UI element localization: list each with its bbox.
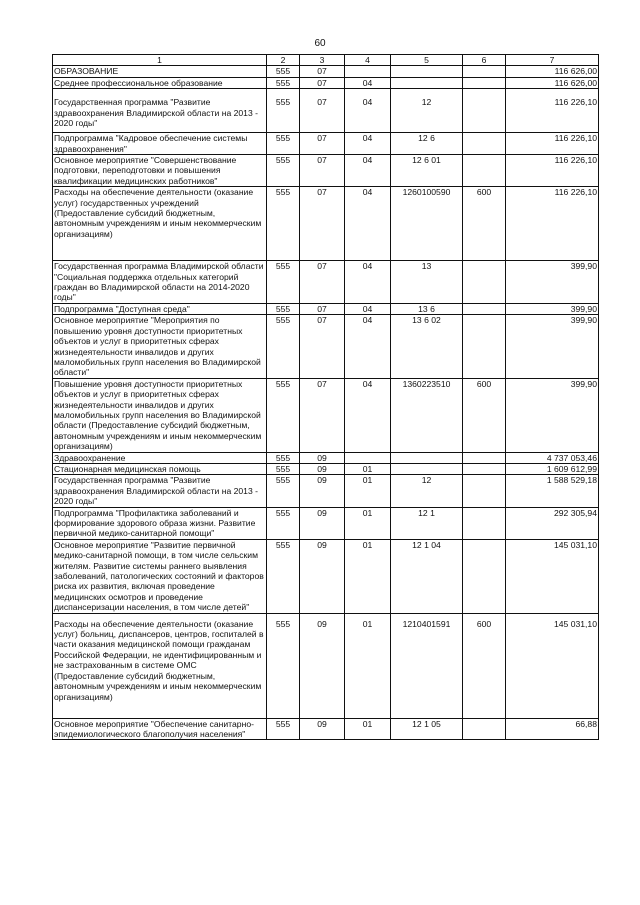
cell-target: 12 (391, 89, 463, 133)
column-header: 2 (267, 55, 300, 66)
cell-section: 07 (300, 133, 345, 155)
column-header: 5 (391, 55, 463, 66)
row-name: ОБРАЗОВАНИЕ (53, 66, 267, 77)
cell-target: 1260100590 (391, 187, 463, 261)
row-name: Государственная программа Владимирской области "Социальная поддержка отдельных категорий граждан во Владимирской области на 2014-2020 годы" (53, 261, 267, 304)
cell-amount: 399,90 (506, 303, 599, 314)
cell-section: 09 (300, 452, 345, 463)
cell-section: 07 (300, 261, 345, 304)
row-name: Расходы на обеспечение деятельности (оказание услуг) государственных учреждений (Предоставление субсидий бюджетным, автономным учреждениям и иным некоммерческим организациям) (53, 187, 267, 261)
row-name: Стационарная медицинская помощь (53, 463, 267, 474)
cell-ministry: 555 (267, 303, 300, 314)
cell-subsection: 01 (345, 475, 391, 507)
cell-ministry: 555 (267, 133, 300, 155)
cell-subsection: 04 (345, 133, 391, 155)
cell-target (391, 452, 463, 463)
table-row (53, 187, 599, 261)
table-header-row (53, 55, 599, 66)
table-row (53, 463, 599, 474)
table-row (53, 613, 599, 718)
table-row (53, 89, 599, 133)
cell-target: 13 (391, 261, 463, 304)
cell-ministry: 555 (267, 89, 300, 133)
table-row (53, 507, 599, 539)
cell-subsection: 04 (345, 261, 391, 304)
table-row (53, 452, 599, 463)
table-row (53, 303, 599, 314)
row-name: Государственная программа "Развитие здравоохранения Владимирской области на 2013 - 2020 годы" (53, 89, 267, 133)
cell-target (391, 77, 463, 88)
cell-target: 1360223510 (391, 378, 463, 452)
row-name: Подпрограмма "Профилактика заболеваний и формирование здорового образа жизни. Развитие первичной медико-санитарной помощи" (53, 507, 267, 539)
row-name: Повышение уровня доступности приоритетных объектов и услуг в приоритетных сферах жизнедеятельности инвалидов и других маломобильных групп населения во Владимирской области (Предоставление субсидий бюджетным, автономным учреждениям и иным некоммерческим организациям) (53, 378, 267, 452)
cell-subsection: 04 (345, 77, 391, 88)
table-row (53, 155, 599, 187)
table-row (53, 539, 599, 613)
row-name: Основное мероприятие "Обеспечение санитарно-эпидемиологического благополучия населения" (53, 718, 267, 740)
cell-section: 09 (300, 718, 345, 740)
cell-subsection: 01 (345, 718, 391, 740)
cell-amount: 116 626,00 (506, 66, 599, 77)
cell-subsection: 01 (345, 507, 391, 539)
cell-section: 09 (300, 539, 345, 613)
cell-expense-type (463, 718, 506, 740)
cell-amount: 399,90 (506, 315, 599, 378)
cell-ministry: 555 (267, 66, 300, 77)
cell-amount: 66,88 (506, 718, 599, 740)
cell-section: 09 (300, 613, 345, 718)
column-header: 4 (345, 55, 391, 66)
cell-amount: 145 031,10 (506, 613, 599, 718)
cell-section: 07 (300, 303, 345, 314)
cell-subsection: 04 (345, 89, 391, 133)
cell-target: 13 6 (391, 303, 463, 314)
cell-target: 12 (391, 475, 463, 507)
cell-amount: 116 626,00 (506, 77, 599, 88)
cell-section: 07 (300, 77, 345, 88)
cell-amount: 4 737 053,46 (506, 452, 599, 463)
row-name: Подпрограмма "Доступная среда" (53, 303, 267, 314)
budget-table (52, 54, 599, 740)
row-name: Государственная программа "Развитие здравоохранения Владимирской области на 2013 - 2020 годы" (53, 475, 267, 507)
cell-amount: 292 305,94 (506, 507, 599, 539)
cell-target: 12 1 (391, 507, 463, 539)
cell-target: 13 6 02 (391, 315, 463, 378)
table-row (53, 133, 599, 155)
cell-expense-type (463, 66, 506, 77)
cell-target: 12 1 04 (391, 539, 463, 613)
table-row (53, 66, 599, 77)
cell-ministry: 555 (267, 187, 300, 261)
cell-ministry: 555 (267, 718, 300, 740)
cell-subsection: 04 (345, 315, 391, 378)
cell-expense-type: 600 (463, 378, 506, 452)
cell-expense-type (463, 155, 506, 187)
column-header: 7 (506, 55, 599, 66)
cell-section: 07 (300, 378, 345, 452)
cell-section: 07 (300, 66, 345, 77)
cell-target (391, 463, 463, 474)
table-row (53, 378, 599, 452)
cell-subsection (345, 66, 391, 77)
cell-target: 12 1 05 (391, 718, 463, 740)
column-header: 1 (53, 55, 267, 66)
cell-section: 09 (300, 507, 345, 539)
cell-expense-type (463, 315, 506, 378)
cell-subsection: 01 (345, 463, 391, 474)
cell-ministry: 555 (267, 507, 300, 539)
cell-ministry: 555 (267, 475, 300, 507)
cell-amount: 116 226,10 (506, 155, 599, 187)
cell-expense-type (463, 507, 506, 539)
table-row (53, 77, 599, 88)
table-row (53, 261, 599, 304)
cell-ministry: 555 (267, 452, 300, 463)
cell-subsection: 01 (345, 539, 391, 613)
cell-target: 1210401591 (391, 613, 463, 718)
cell-amount: 145 031,10 (506, 539, 599, 613)
cell-ministry: 555 (267, 261, 300, 304)
cell-subsection: 04 (345, 155, 391, 187)
cell-ministry: 555 (267, 463, 300, 474)
table-row (53, 475, 599, 507)
cell-target: 12 6 (391, 133, 463, 155)
row-name: Подпрограмма "Кадровое обеспечение системы здравоохранения" (53, 133, 267, 155)
cell-amount: 1 609 612,99 (506, 463, 599, 474)
cell-subsection: 04 (345, 378, 391, 452)
cell-expense-type (463, 89, 506, 133)
cell-section: 07 (300, 155, 345, 187)
cell-expense-type: 600 (463, 187, 506, 261)
cell-expense-type (463, 475, 506, 507)
cell-expense-type (463, 539, 506, 613)
cell-amount: 1 588 529,18 (506, 475, 599, 507)
cell-section: 07 (300, 315, 345, 378)
table-row (53, 718, 599, 740)
cell-expense-type (463, 303, 506, 314)
table-row (53, 315, 599, 378)
cell-section: 07 (300, 89, 345, 133)
row-name: Основное мероприятие "Развитие первичной медико-санитарной помощи, в том числе сельским жителям. Развитие системы раннего выявления заболеваний, патологических состояний и факторов риска их развития, включая проведение медицинских осмотров и проведение диспансеризации населения, в том числе детей" (53, 539, 267, 613)
cell-ministry: 555 (267, 315, 300, 378)
cell-subsection: 04 (345, 303, 391, 314)
cell-ministry: 555 (267, 613, 300, 718)
cell-expense-type (463, 463, 506, 474)
cell-subsection (345, 452, 391, 463)
cell-ministry: 555 (267, 155, 300, 187)
row-name: Основное мероприятие "Совершенствование подготовки, переподготовки и повышения квалификации медицинских работников" (53, 155, 267, 187)
cell-section: 07 (300, 187, 345, 261)
row-name: Расходы на обеспечение деятельности (оказание услуг) больниц, диспансеров, центров, госпиталей в части оказания медицинской помощи гражданам Российской Федерации, не идентифицированным и не застрахованным в системе ОМС (Предоставление субсидий бюджетным, автономным учреждениям и иным некоммерческим организациям) (53, 613, 267, 718)
cell-ministry: 555 (267, 539, 300, 613)
cell-amount: 399,90 (506, 378, 599, 452)
row-name: Основное мероприятие "Мероприятия по повышению уровня доступности приоритетных объектов и услуг в приоритетных сферах жизнедеятельности инвалидов и других маломобильных групп населения во Владимирской области" (53, 315, 267, 378)
cell-subsection: 04 (345, 187, 391, 261)
page-number: 60 (314, 38, 326, 49)
cell-expense-type: 600 (463, 613, 506, 718)
cell-expense-type (463, 261, 506, 304)
column-header: 3 (300, 55, 345, 66)
cell-target (391, 66, 463, 77)
cell-target: 12 6 01 (391, 155, 463, 187)
cell-amount: 116 226,10 (506, 187, 599, 261)
row-name: Среднее профессиональное образование (53, 77, 267, 88)
cell-amount: 399,90 (506, 261, 599, 304)
cell-expense-type (463, 452, 506, 463)
cell-ministry: 555 (267, 77, 300, 88)
cell-subsection: 01 (345, 613, 391, 718)
cell-amount: 116 226,10 (506, 133, 599, 155)
cell-section: 09 (300, 475, 345, 507)
row-name: Здравоохранение (53, 452, 267, 463)
cell-amount: 116 226,10 (506, 89, 599, 133)
column-header: 6 (463, 55, 506, 66)
cell-ministry: 555 (267, 378, 300, 452)
cell-expense-type (463, 77, 506, 88)
cell-section: 09 (300, 463, 345, 474)
cell-expense-type (463, 133, 506, 155)
